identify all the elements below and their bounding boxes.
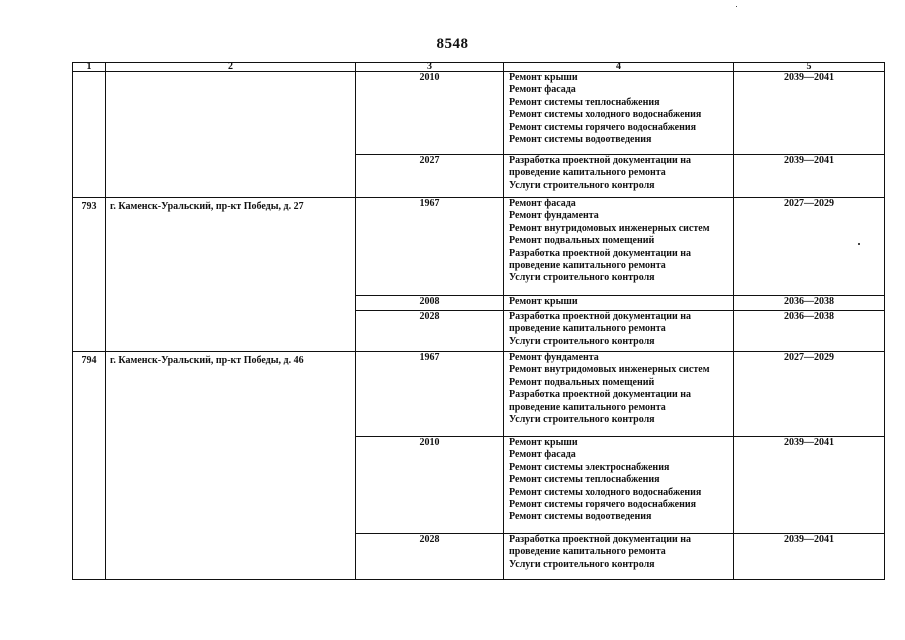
header-col-4: 4: [504, 63, 734, 72]
work-item: Ремонт системы горячего водоснабжения: [509, 499, 697, 511]
work-item: Услуги строительного контроля: [509, 558, 655, 570]
cell-number: 793: [73, 198, 106, 352]
work-item: Разработка проектной документации на: [509, 534, 692, 545]
cell-works: [504, 311, 734, 352]
work-item: Ремонт системы холодного водоснабжения: [509, 486, 702, 498]
cell-period: 2039—2041: [734, 437, 885, 534]
work-item: Ремонт подвальных помещений: [509, 235, 655, 247]
scan-speck: [736, 6, 737, 7]
cell-works: [504, 352, 734, 437]
cell-year: 2028: [356, 534, 504, 580]
work-item: Ремонт внутридомовых инженерных систем: [509, 222, 710, 234]
cell-year: 2027: [356, 155, 504, 198]
cell-works: [504, 534, 734, 580]
cell-period: 2027—2029: [734, 352, 885, 437]
work-item: Разработка проектной документации на: [509, 311, 692, 322]
work-item: Ремонт подвальных помещений: [509, 376, 655, 388]
work-item: Ремонт системы холодного водоснабжения: [509, 109, 702, 121]
cell-period: 2036—2038: [734, 296, 885, 311]
cell-number: [73, 72, 106, 198]
cell-works: [504, 437, 734, 534]
cell-works: [504, 72, 734, 155]
work-item: Разработка проектной документации на: [509, 389, 692, 401]
work-item: Разработка проектной документации на: [509, 155, 692, 166]
cell-address: [106, 72, 356, 198]
cell-address: г. Каменск-Уральский, пр-кт Победы, д. 46: [106, 352, 356, 580]
header-col-1: 1: [73, 63, 106, 72]
work-item: Ремонт системы горячего водоснабжения: [509, 121, 697, 133]
work-item: Ремонт внутридомовых инженерных систем: [509, 364, 710, 376]
cell-year: 2008: [356, 296, 504, 311]
header-col-5: 5: [734, 63, 885, 72]
work-item: Ремонт крыши: [509, 296, 578, 307]
work-item: Ремонт системы водоотведения: [509, 511, 652, 523]
work-item: Услуги строительного контроля: [509, 179, 655, 191]
table-body: [73, 72, 885, 580]
work-item: Ремонт фасада: [509, 84, 576, 96]
work-item: Услуги строительного контроля: [509, 335, 655, 347]
cell-period: 2036—2038: [734, 311, 885, 352]
table-row: [73, 72, 885, 155]
work-item: проведение капитального ремонта: [509, 401, 666, 413]
work-item: Ремонт системы теплоснабжения: [509, 96, 660, 108]
cell-year: 2010: [356, 437, 504, 534]
cell-works: [504, 155, 734, 198]
table-row: [73, 198, 885, 296]
cell-year: 1967: [356, 198, 504, 296]
cell-works: [504, 198, 734, 296]
work-item: проведение капитального ремонта: [509, 167, 666, 179]
work-item: проведение капитального ремонта: [509, 260, 666, 272]
cell-year: 2028: [356, 311, 504, 352]
work-item: Ремонт системы теплоснабжения: [509, 474, 660, 486]
work-item: Ремонт фундамента: [509, 352, 599, 363]
work-item: Разработка проектной документации на: [509, 247, 692, 259]
cell-period: 2039—2041: [734, 155, 885, 198]
work-item: Ремонт крыши: [509, 437, 578, 448]
work-item: Ремонт фундамента: [509, 210, 599, 222]
header-col-3: 3: [356, 63, 504, 72]
cell-period: 2039—2041: [734, 72, 885, 155]
work-item: Ремонт крыши: [509, 72, 578, 83]
cell-year: 2010: [356, 72, 504, 155]
cell-year: 1967: [356, 352, 504, 437]
table-row: [73, 352, 885, 437]
header-col-2: 2: [106, 63, 356, 72]
work-item: Услуги строительного контроля: [509, 272, 655, 284]
work-item: Ремонт фасада: [509, 449, 576, 461]
cell-address: г. Каменск-Уральский, пр-кт Победы, д. 27: [106, 198, 356, 352]
header-row: [73, 63, 885, 72]
scan-speck: [858, 243, 860, 245]
capital-repair-table: [72, 62, 885, 580]
work-item: Ремонт фасада: [509, 198, 576, 209]
cell-number: 794: [73, 352, 106, 580]
work-item: проведение капитального ремонта: [509, 546, 666, 558]
page-number: 8548: [436, 36, 469, 52]
work-item: проведение капитального ремонта: [509, 323, 666, 335]
cell-works: [504, 296, 734, 311]
cell-period: 2039—2041: [734, 534, 885, 580]
work-item: Ремонт системы электроснабжения: [509, 461, 670, 473]
work-item: Ремонт системы водоотведения: [509, 134, 652, 146]
work-item: Услуги строительного контроля: [509, 414, 655, 426]
cell-period: 2027—2029: [734, 198, 885, 296]
